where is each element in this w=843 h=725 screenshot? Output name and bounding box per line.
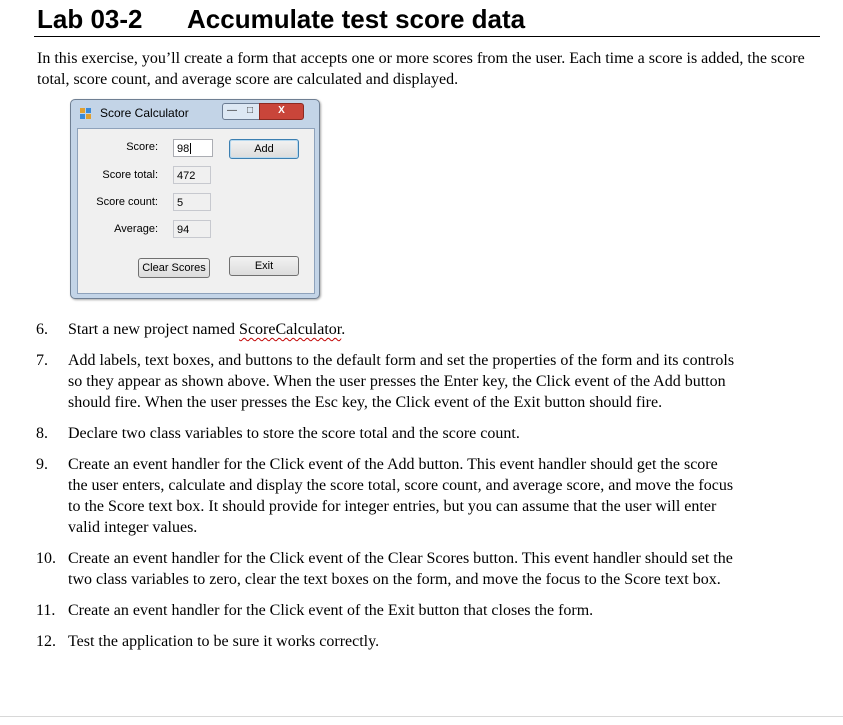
step-number: 11. [36, 602, 56, 619]
step-item [36, 350, 736, 413]
step-item [36, 600, 736, 621]
step-number: 7. [36, 352, 48, 369]
step-text: Add labels, text boxes, and buttons to the default form and set the properties of the form and its controls so they appear as shown above. When the user presses the Enter key, the Click event of the Add button should fire. When the user presses the Esc key, the Click event of the Exit button should fire. [68, 352, 735, 411]
add-button[interactable]: Add [229, 139, 299, 159]
score-calculator-window [70, 99, 320, 299]
average-field: 94 [173, 220, 211, 238]
text-caret [190, 143, 191, 154]
exit-button[interactable]: Exit [229, 256, 299, 276]
score-label: Score: [126, 141, 158, 153]
lab-title: Accumulate test score data [187, 4, 526, 34]
step-text: Start a new project named [68, 321, 240, 338]
page-divider [0, 716, 843, 717]
step-number: 10. [36, 550, 56, 567]
score-count-label: Score count: [96, 196, 158, 208]
step-item [36, 319, 736, 340]
step-item [36, 548, 736, 590]
window-titlebar [71, 100, 319, 128]
minimize-icon[interactable]: — [222, 103, 242, 120]
clear-scores-button[interactable]: Clear Scores [138, 258, 210, 278]
score-total-label: Score total: [102, 169, 158, 181]
step-text: Create an event handler for the Click event of the Add button. This event handler should get the score the user enters, calculate and display the score total, score count, and average score, and move the focus to the Score text box. It should provide for integer entries, but you can assume that the user will enter valid integer values. [68, 456, 734, 536]
step-text: Test the application to be sure it works correctly. [68, 633, 380, 650]
step-item [36, 631, 736, 652]
lab-heading [34, 3, 820, 37]
step-text: Create an event handler for the Click event of the Exit button that closes the form. [68, 602, 594, 619]
step-text: Create an event handler for the Click event of the Clear Scores button. This event handler should set the two class variables to zero, clear the text boxes on the form, and move the focus to the Score text box. [68, 550, 733, 588]
score-total-field: 472 [173, 166, 211, 184]
form-client-area [77, 128, 315, 294]
score-input-value: 98 [177, 143, 190, 155]
step-number: 9. [36, 456, 48, 473]
step-text: Declare two class variables to store the score total and the score count. [68, 425, 520, 442]
form-app-icon [80, 108, 92, 120]
step-item [36, 454, 736, 538]
score-count-field: 5 [173, 193, 211, 211]
average-label: Average: [114, 223, 158, 235]
instruction-steps [36, 319, 736, 662]
step-number: 12. [36, 633, 56, 650]
step-text-end: . [341, 321, 346, 338]
step-item [36, 423, 736, 444]
project-name: ScoreCalculator [239, 321, 342, 338]
step-number: 8. [36, 425, 48, 442]
lab-number: Lab 03-2 [37, 4, 143, 34]
intro-paragraph: In this exercise, you’ll create a form that accepts one or more scores from the user. Each time a score is added, the score total, score count, and average score are calculated and displayed. [37, 50, 805, 88]
step-number: 6. [36, 321, 48, 338]
window-title: Score Calculator [100, 106, 189, 120]
score-input[interactable] [173, 139, 213, 157]
maximize-icon[interactable]: □ [241, 103, 260, 120]
close-icon[interactable]: X [259, 103, 304, 120]
